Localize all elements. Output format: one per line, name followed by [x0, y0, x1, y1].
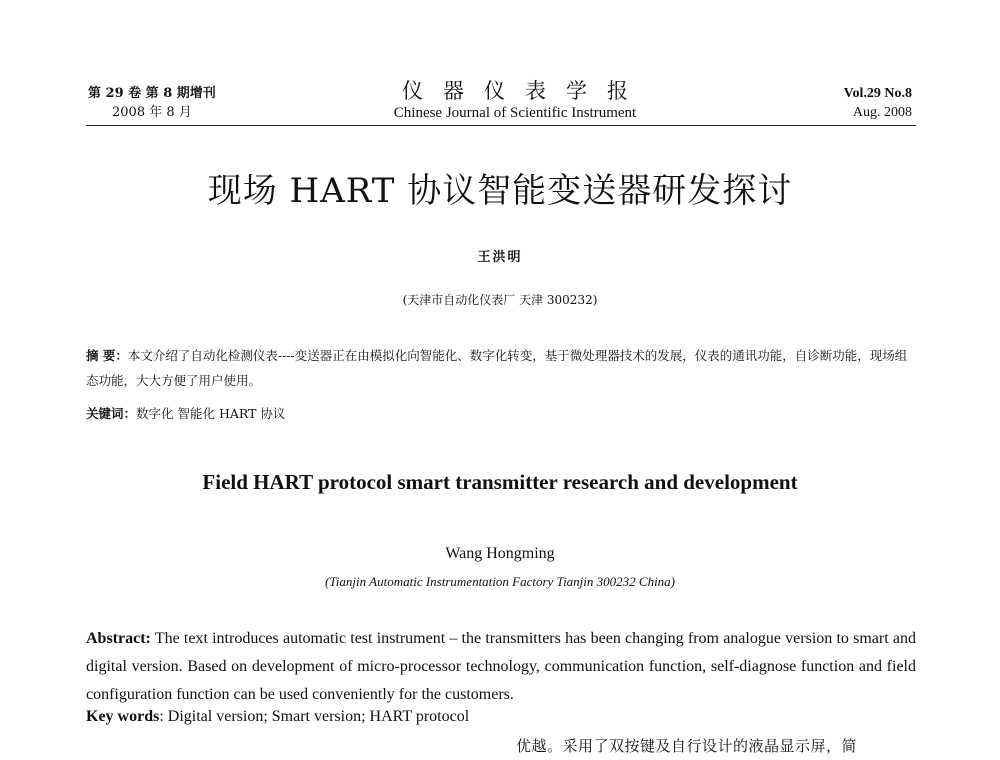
abstract-cn-text: 本文介绍了自动化检测仪表----变送器正在由模拟化向智能化、数字化转变，基于微处理器技术的发展，仪表的通讯功能，自诊断功能，现场组态功能，大大方便了用户使用。: [86, 348, 908, 388]
journal-name-cn: 仪器仪表学报: [402, 79, 648, 103]
abstract-en: [86, 625, 916, 709]
issue-volume: 第 29 卷 第 8 期增刊: [88, 86, 216, 101]
abstract-cn-label: 摘 要：: [86, 348, 128, 363]
journal-name-en: Chinese Journal of Scientific Instrument: [393, 105, 637, 121]
keywords-en-text: : Digital version; Smart version; HART protocol: [159, 708, 470, 725]
abstract-en-label: Abstract:: [86, 630, 151, 647]
issue-date-cn: 2008 年 8 月: [112, 105, 192, 120]
keywords-en-label: Key words: [86, 708, 160, 725]
keywords-en: [86, 708, 469, 726]
abstract-en-text: The text introduces automatic test instrument – the transmitters has been changing from analogue version to smart and digital version. Based on development of micro-processor technology, communication function, self-diagnose function and field configuration function can be used conveniently for the customers.: [86, 630, 916, 703]
abstract-cn: [86, 343, 916, 393]
author-cn: 王洪明: [477, 250, 523, 265]
body-text-line: 优越。采用了双按键及自行设计的液晶显示屏，简: [516, 737, 858, 755]
affiliation-cn: (天津市自动化仪表厂 天津 300232): [402, 293, 598, 307]
author-en: Wang Hongming: [445, 545, 555, 562]
keywords-cn-label: 关键词：: [86, 406, 137, 421]
paper-title-cn: 现场 HART 协议智能变送器研发探讨: [207, 171, 793, 211]
keywords-cn: [86, 404, 285, 422]
header-rule: [86, 125, 916, 126]
affiliation-en: (Tianjin Automatic Instrumentation Factory Tianjin 300232 China): [324, 574, 676, 589]
volume-info: [844, 84, 912, 122]
paper-title-en: Field HART protocol smart transmitter research and development: [202, 470, 798, 494]
keywords-cn-text: 数字化 智能化 HART 协议: [136, 406, 286, 421]
issue-info: [88, 84, 216, 122]
volume-number: Vol.29 No.8: [843, 86, 912, 101]
journal-name: [340, 78, 690, 122]
issue-date-en: Aug. 2008: [852, 105, 912, 120]
